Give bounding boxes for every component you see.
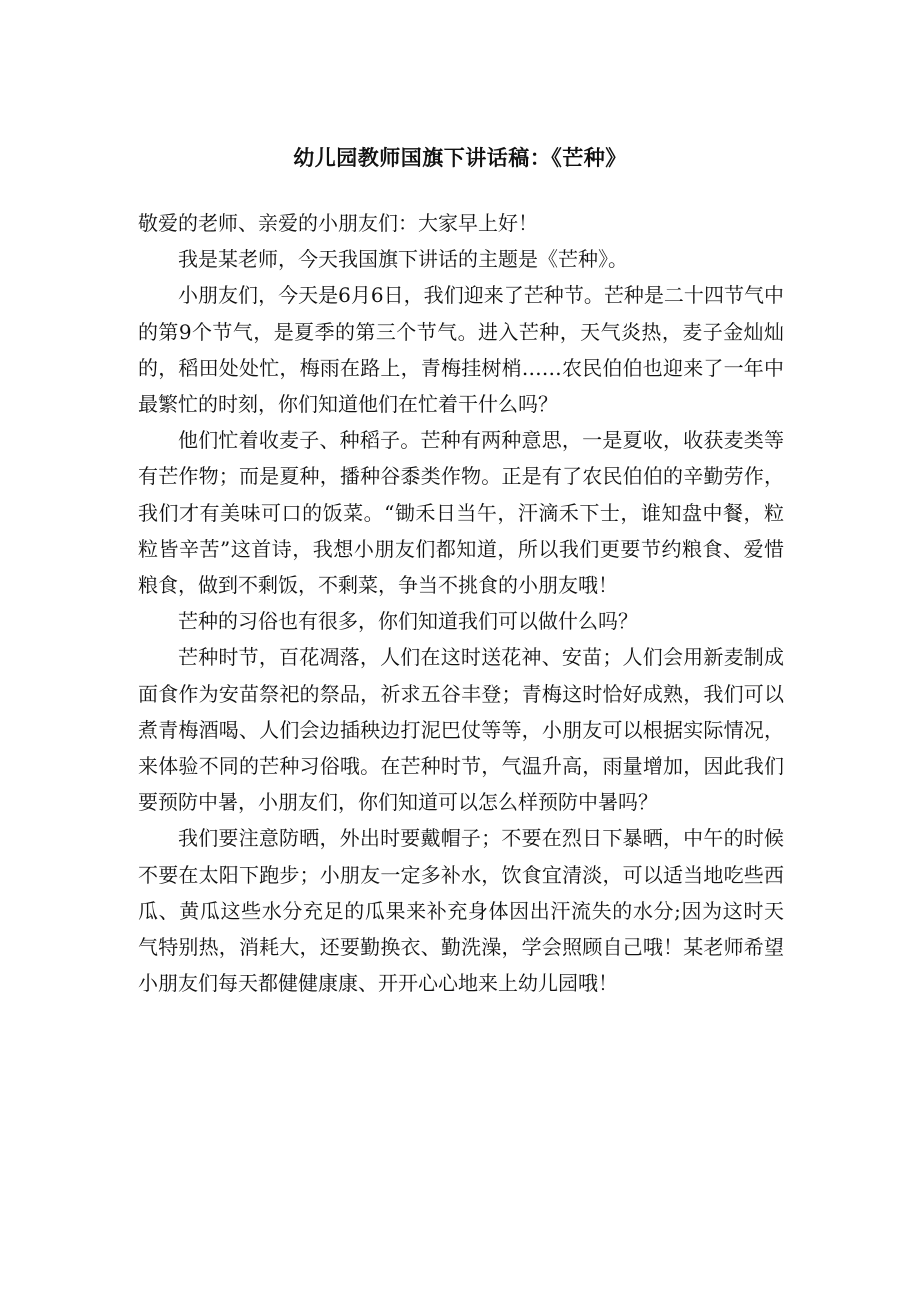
document-body (138, 205, 784, 1001)
body-paragraph: 他们忙着收麦子、种稻子。芒种有两种意思，一是夏收，收获麦类等有芒作物；而是夏种，播种谷黍类作物。正是有了农民伯伯的辛勤劳作，我们才有美味可口的饭菜。“锄禾日当午，汗滴禾下士，谁知盘中餐，粒粒皆辛苦”这首诗，我想小朋友们都知道，所以我们更要节约粮食、爱惜粮食，做到不剩饭，不剩菜，争当不挑食的小朋友哦！ (138, 428, 784, 598)
salutation-paragraph: 敬爱的老师、亲爱的小朋友们：大家早上好！ (138, 211, 538, 235)
intro-paragraph: 我是某老师，今天我国旗下讲话的主题是《芒种》。 (178, 247, 628, 272)
document-title: 幼儿园教师国旗下讲话稿：《芒种》 (293, 146, 627, 170)
body-paragraph: 芒种的习俗也有很多，你们知道我们可以做什么吗？ (178, 609, 638, 634)
body-paragraph: 芒种时节，百花凋落，人们在这时送花神、安苗；人们会用新麦制成面食作为安苗祭祀的祭品，祈求五谷丰登；青梅这时恰好成熟，我们可以煮青梅酒喝、人们会边插秧边打泥巴仗等等，小朋友可以根据实际情况，来体验不同的芒种习俗哦。在芒种时节，气温升高，雨量增加，因此我们要预防中暑，小朋友们，你们知道可以怎么样预防中暑吗？ (138, 645, 784, 815)
closing-paragraph: 我们要注意防晒，外出时要戴帽子；不要在烈日下暴晒，中午的时候不要在太阳下跑步；小朋友一定多补水，饮食宜清淡，可以适当地吃些西瓜、黄瓜这些水分充足的瓜果来补充身体因出汗流失的水分;因为这时天气特别热，消耗大，还要勤换衣、勤洗澡，学会照顾自己哦！某老师希望小朋友们每天都健健康康、开开心心地来上幼儿园哦！ (138, 826, 784, 996)
body-paragraph: 小朋友们，今天是6月6日，我们迎来了芒种节。芒种是二十四节气中的第9个节气，是夏季的第三个节气。进入芒种，天气炎热，麦子金灿灿的，稻田处处忙，梅雨在路上，青梅挂树梢……农民伯伯也迎来了一年中最繁忙的时刻，你们知道他们在忙着干什么吗？ (138, 283, 784, 417)
